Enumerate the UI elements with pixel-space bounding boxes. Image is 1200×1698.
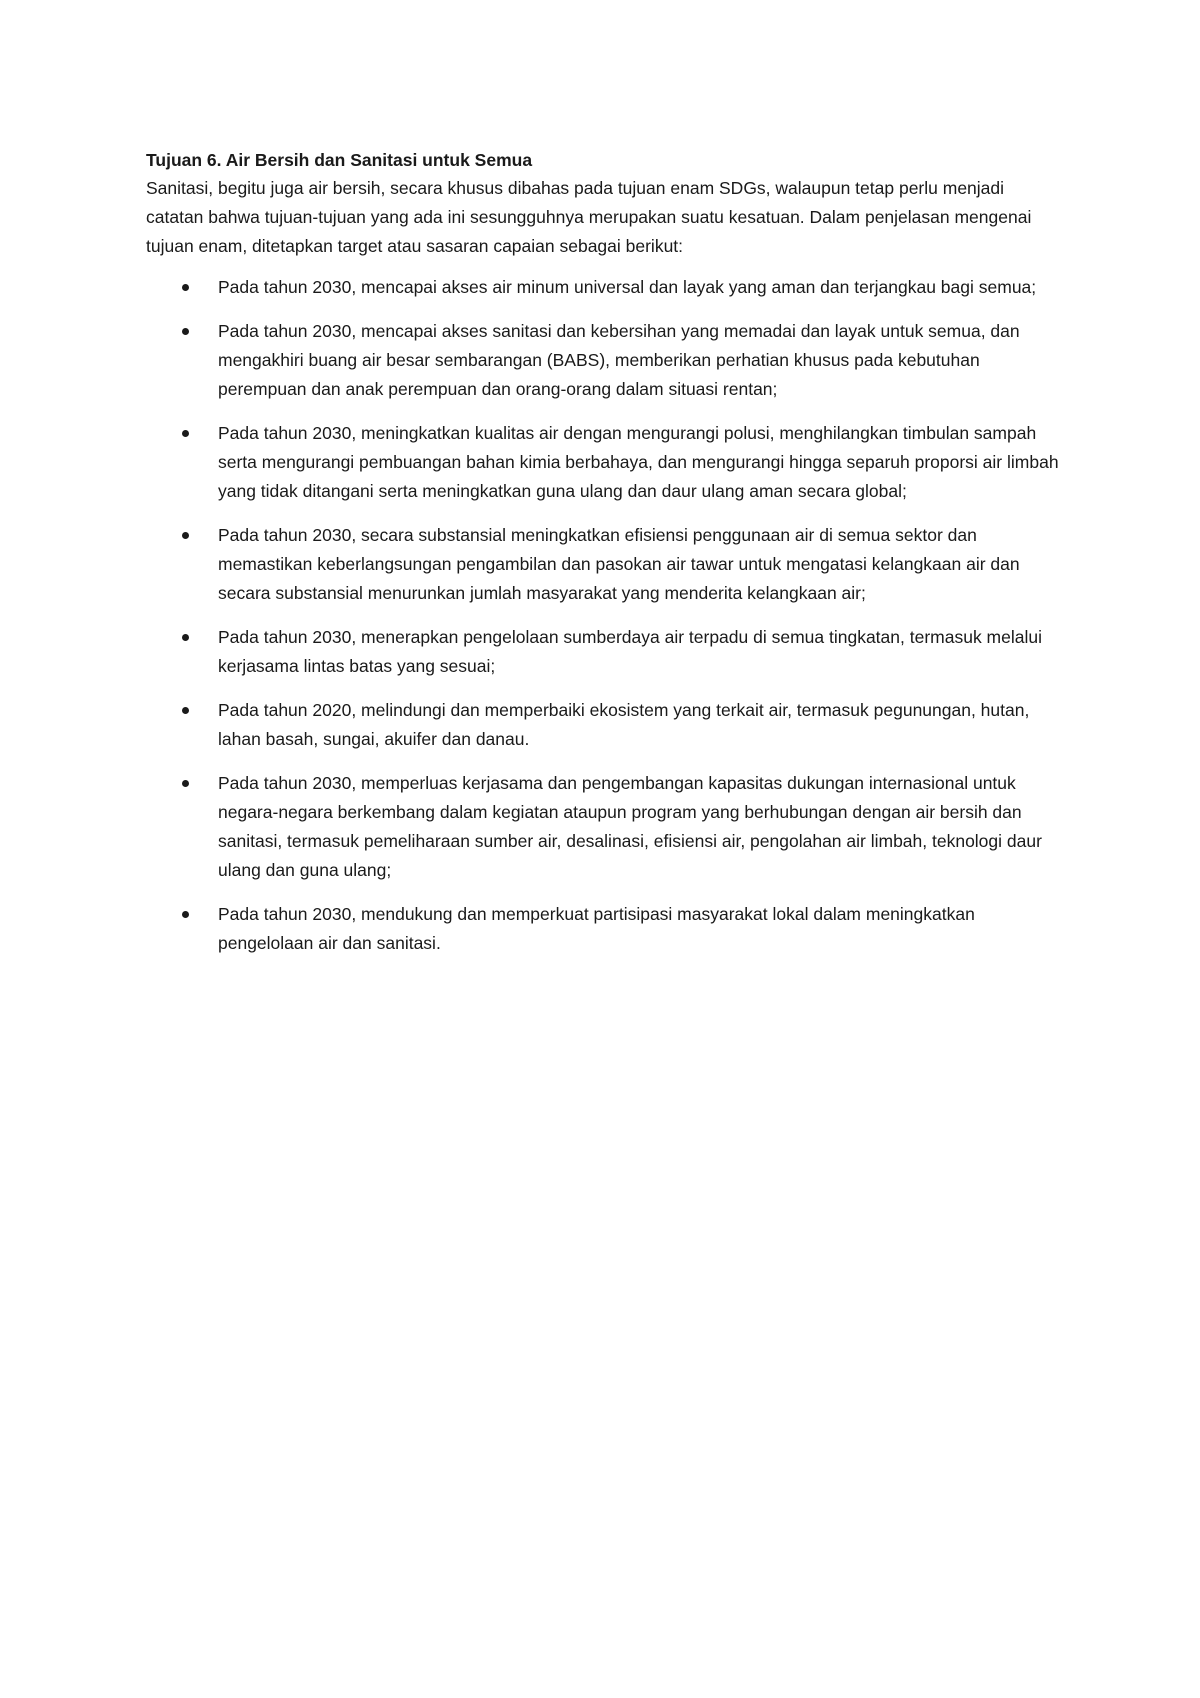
target-item: [146, 696, 1066, 754]
target-item: [146, 273, 1066, 302]
target-text: Pada tahun 2030, menerapkan pengelolaan sumberdaya air terpadu di semua tingkatan, termasuk melalui kerjasama lintas batas yang sesuai;: [218, 627, 1042, 676]
section-heading: Tujuan 6. Air Bersih dan Sanitasi untuk Semua: [146, 150, 533, 170]
bullet-icon: [182, 430, 189, 437]
target-item: [146, 419, 1066, 506]
target-text: Pada tahun 2030, meningkatkan kualitas air dengan mengurangi polusi, menghilangkan timbulan sampah serta mengurangi pembuangan bahan kimia berbahaya, dan mengurangi hingga separuh proporsi air limbah yang tidak ditangani serta meningkatkan guna ulang dan daur ulang aman secara global;: [218, 423, 1059, 501]
target-list: [146, 273, 1066, 958]
target-text: Pada tahun 2030, mencapai akses air minum universal dan layak yang aman dan terjangkau bagi semua;: [218, 277, 1037, 297]
target-text: Pada tahun 2030, secara substansial meningkatkan efisiensi penggunaan air di semua sektor dan memastikan keberlangsungan pengambilan dan pasokan air tawar untuk mengatasi kelangkaan air dan secara substansial menurunkan jumlah masyarakat yang menderita kelangkaan air;: [218, 525, 1020, 603]
target-text: Pada tahun 2030, mendukung dan memperkuat partisipasi masyarakat lokal dalam meningkatkan pengelolaan air dan sanitasi.: [218, 904, 975, 953]
intro-paragraph: Sanitasi, begitu juga air bersih, secara khusus dibahas pada tujuan enam SDGs, walaupun tetap perlu menjadi catatan bahwa tujuan-tujuan yang ada ini sesungguhnya merupakan suatu kesatuan. Dalam penjelasan mengenai tujuan enam, ditetapkan target atau sasaran capaian sebagai berikut:: [146, 178, 1032, 256]
target-item: [146, 623, 1066, 681]
bullet-icon: [182, 284, 189, 291]
bullet-icon: [182, 707, 189, 714]
target-item: [146, 521, 1066, 608]
document-page: [146, 146, 1066, 973]
bullet-icon: [182, 532, 189, 539]
bullet-icon: [182, 328, 189, 335]
target-text: Pada tahun 2030, mencapai akses sanitasi dan kebersihan yang memadai dan layak untuk semua, dan mengakhiri buang air besar sembarangan (BABS), memberikan perhatian khusus pada kebutuhan perempuan dan anak perempuan dan orang-orang dalam situasi rentan;: [218, 321, 1020, 399]
bullet-icon: [182, 911, 189, 918]
bullet-icon: [182, 634, 189, 641]
target-text: Pada tahun 2030, memperluas kerjasama dan pengembangan kapasitas dukungan internasional untuk negara-negara berkembang dalam kegiatan ataupun program yang berhubungan dengan air bersih dan sanitasi, termasuk pemeliharaan sumber air, desalinasi, efisiensi air, pengolahan air limbah, teknologi daur ulang dan guna ulang;: [218, 773, 1042, 880]
target-item: [146, 317, 1066, 404]
bullet-icon: [182, 780, 189, 787]
target-item: [146, 900, 1066, 958]
target-text: Pada tahun 2020, melindungi dan memperbaiki ekosistem yang terkait air, termasuk pegunungan, hutan, lahan basah, sungai, akuifer dan danau.: [218, 700, 1030, 749]
target-item: [146, 769, 1066, 885]
